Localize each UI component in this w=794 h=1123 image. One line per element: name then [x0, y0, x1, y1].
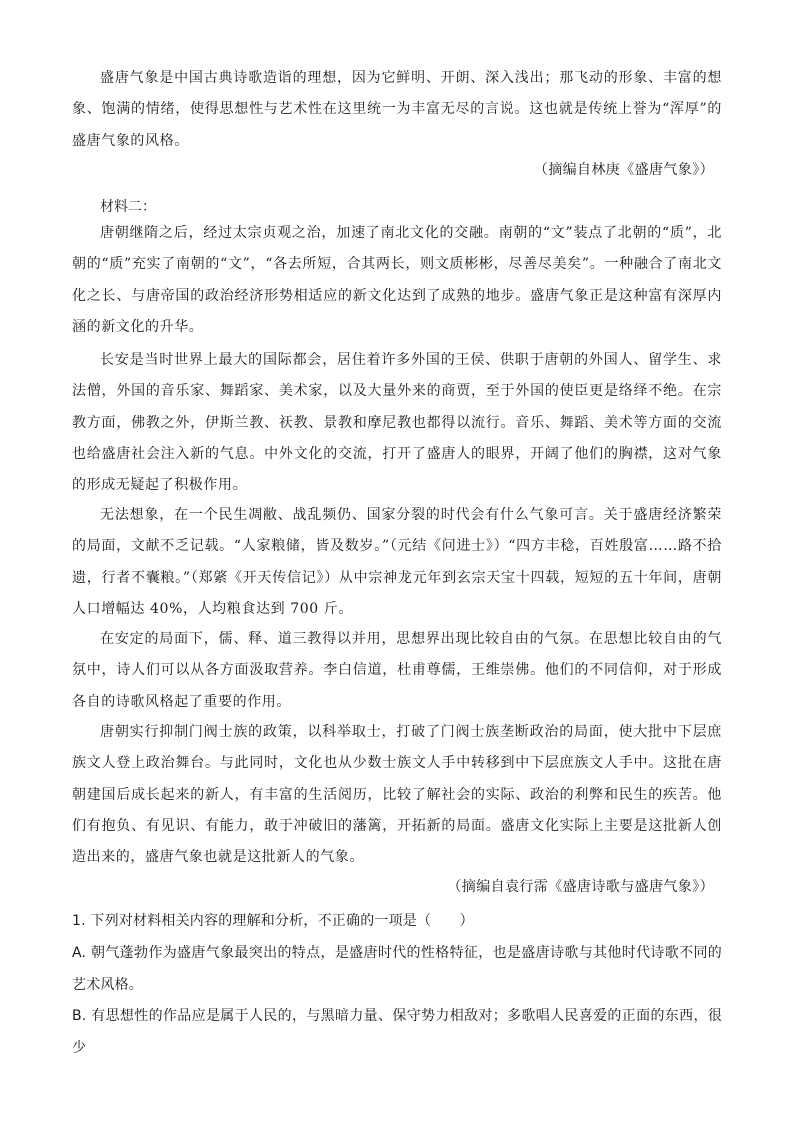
material2-paragraph-2: 长安是当时世界上最大的国际都会，居住着许多外国的王侯、供职于唐朝的外国人、留学生、求法僧，外国的音乐家、舞蹈家、美术家，以及大量外来的商贾，至于外国的使臣更是络绎不绝。在宗教方面，佛教之外，伊斯兰教、祆教、景教和摩尼教也都得以流行。音乐、舞蹈、美术等方面的交流也给盛唐社会注入新的气息。中外文化的交流，打开了盛唐人的眼界，开阔了他们的胸襟，这对气象的形成无疑起了积极作用。	[72, 352, 722, 494]
material2-source: （摘编自袁行霈《盛唐诗歌与盛唐气象》）	[447, 879, 714, 895]
question1-stem: 1. 下列对材料相关内容的理解和分析，不正确的一项是（ ）	[72, 913, 474, 929]
material2-paragraph-3: 无法想象，在一个民生凋敝、战乱频仍、国家分裂的时代会有什么气象可言。关于盛唐经济繁荣的局面，文献不乏记载。“人家粮储，皆及数岁。”（元结《问进士》）“四方丰稔，百姓殷富……路不拾遗，行者不囊粮。”（郑綮《开天传信记》）从中宗神龙元年到玄宗天宝十四载，短短的五十年间，唐朝人口增幅达 40%，人均粮食达到 700 斤。	[72, 507, 722, 617]
material2-paragraph-4: 在安定的局面下，儒、释、道三教得以并用，思想界出现比较自由的气氛。在思想比较自由的气氛中，诗人们可以从各方面汲取营养。李白信道，杜甫尊儒，王维崇佛。他们的不同信仰，对于形成各自的诗歌风格起了重要的作用。	[72, 631, 722, 710]
question1-option-a: A. 朝气蓬勃作为盛唐气象最突出的特点，是盛唐时代的性格特征，也是盛唐诗歌与其他时代诗歌不同的艺术风格。	[72, 945, 722, 993]
material1-source: （摘编自林庚《盛唐气象》）	[533, 162, 714, 178]
material2-paragraph-1: 唐朝继隋之后，经过太宗贞观之治，加速了南北文化的交融。南朝的“文”装点了北朝的“质”，北朝的“质”充实了南朝的“文”，“各去所短，合其两长，则文质彬彬，尽善尽美矣”。一种融合了南北文化之长、与唐帝国的政治经济形势相适应的新文化达到了成熟的地步。盛唐气象正是这种富有深厚内涵的新文化的升华。	[72, 225, 722, 335]
material1-paragraph: 盛唐气象是中国古典诗歌造诣的理想，因为它鲜明、开朗、深入浅出；那飞动的形象、丰富的想象、饱满的情绪，使得思想性与艺术性在这里统一为丰富无尽的言说。这也就是传统上誉为“浑厚”的盛唐气象的风格。	[72, 70, 722, 149]
material2-label: 材料二：	[100, 199, 156, 215]
material2-paragraph-5: 唐朝实行抑制门阀士族的政策，以科举取士，打破了门阀士族垄断政治的局面，使大批中下层庶族文人登上政治舞台。与此同时，文化也从少数士族文人手中转移到中下层庶族文人手中。这批在唐朝建国后成长起来的新人，有丰富的生活阅历，比较了解社会的实际、政治的利弊和民生的疾苦。他们有抱负、有见识、有能力，敢于冲破旧的藩篱，开拓新的局面。盛唐文化实际上主要是这批新人创造出来的，盛唐气象也就是这批新人的气象。	[72, 724, 722, 866]
question1-option-b: B. 有思想性的作品应是属于人民的，与黑暗力量、保守势力相敌对；多歌唱人民喜爱的正面的东西，很少	[72, 1008, 722, 1056]
